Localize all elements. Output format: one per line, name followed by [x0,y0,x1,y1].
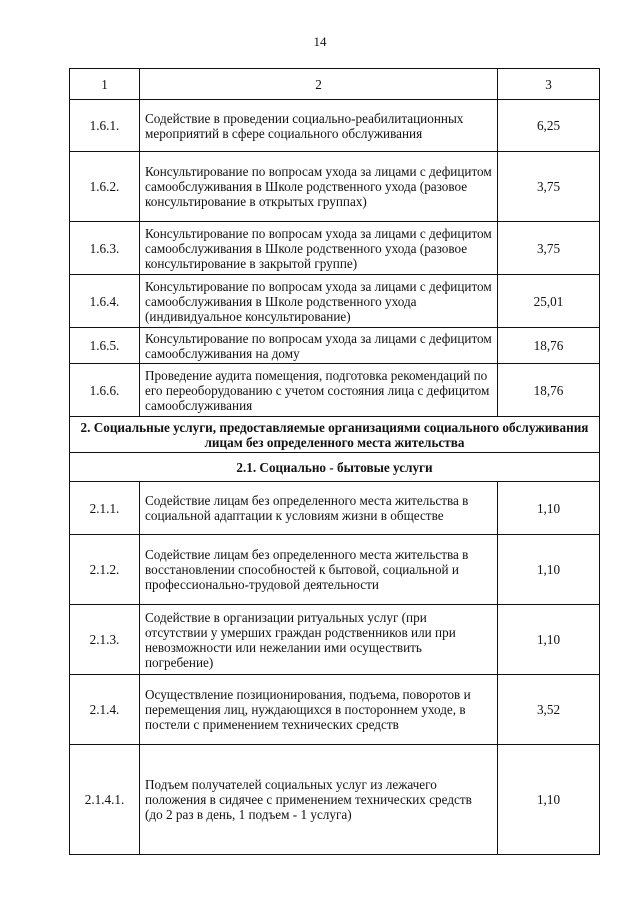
row-description: Консультирование по вопросам ухода за лицами с дефицитом самообслуживания на дому [140,328,498,364]
row-description: Подъем получателей социальных услуг из лежачего положения в сидячее с применением технических средств (до 2 раз в день, 1 подъем - 1 услуга) [140,745,498,855]
header-col-2: 2 [140,69,498,100]
row-value: 1,10 [498,535,600,605]
row-number: 1.6.2. [70,152,140,222]
row-description: Содействие лицам без определенного места жительства в социальной адаптации к условиям жизни в обществе [140,482,498,535]
table-row [70,605,600,675]
table-row [70,535,600,605]
row-value: 3,75 [498,222,600,275]
table-row [70,275,600,328]
row-value: 3,75 [498,152,600,222]
row-description: Содействие в проведении социально-реабилитационных мероприятий в сфере социального обслуживания [140,100,498,152]
row-value: 1,10 [498,745,600,855]
subsection-title: 2.1. Социально - бытовые услуги [70,453,600,482]
row-number: 2.1.3. [70,605,140,675]
table-header-row [70,69,600,100]
table-row [70,675,600,745]
row-number: 1.6.3. [70,222,140,275]
table-row [70,364,600,417]
row-number: 1.6.5. [70,328,140,364]
section-title: 2. Социальные услуги, предоставляемые организациями социального обслуживания лицам без определенного места жительства [70,417,600,453]
header-col-3: 3 [498,69,600,100]
page-number: 14 [313,34,327,49]
row-description: Содействие в организации ритуальных услуг (при отсутствии у умерших граждан родственников или при невозможности или нежелании ими осуществить погребение) [140,605,498,675]
row-number: 1.6.4. [70,275,140,328]
table-row [70,152,600,222]
subsection-row [70,453,600,482]
row-value: 25,01 [498,275,600,328]
row-number: 1.6.6. [70,364,140,417]
row-description: Консультирование по вопросам ухода за лицами с дефицитом самообслуживания в Школе родственного ухода (разовое консультирование в закрытой группе) [140,222,498,275]
row-description: Консультирование по вопросам ухода за лицами с дефицитом самообслуживания в Школе родственного ухода (индивидуальное консультирование) [140,275,498,328]
row-number: 1.6.1. [70,100,140,152]
services-table [69,68,600,855]
section-row [70,417,600,453]
row-value: 3,52 [498,675,600,745]
row-value: 1,10 [498,482,600,535]
row-number: 2.1.4.1. [70,745,140,855]
row-description: Проведение аудита помещения, подготовка рекомендаций по его переоборудованию с учетом состояния лица с дефицитом самообслуживания [140,364,498,417]
table-row [70,328,600,364]
table-row [70,482,600,535]
table-row [70,745,600,855]
row-value: 18,76 [498,364,600,417]
header-col-1: 1 [70,69,140,100]
row-description: Осуществление позиционирования, подъема, поворотов и перемещения лиц, нуждающихся в постороннем уходе, в постели с применением технических средств [140,675,498,745]
row-number: 2.1.2. [70,535,140,605]
table-row [70,100,600,152]
row-value: 6,25 [498,100,600,152]
row-number: 2.1.1. [70,482,140,535]
row-description: Консультирование по вопросам ухода за лицами с дефицитом самообслуживания в Школе родственного ухода (разовое консультирование в открытых группах) [140,152,498,222]
row-description: Содействие лицам без определенного места жительства в восстановлении способностей к бытовой, социальной и профессионально-трудовой деятельности [140,535,498,605]
row-value: 18,76 [498,328,600,364]
row-number: 2.1.4. [70,675,140,745]
table-row [70,222,600,275]
row-value: 1,10 [498,605,600,675]
